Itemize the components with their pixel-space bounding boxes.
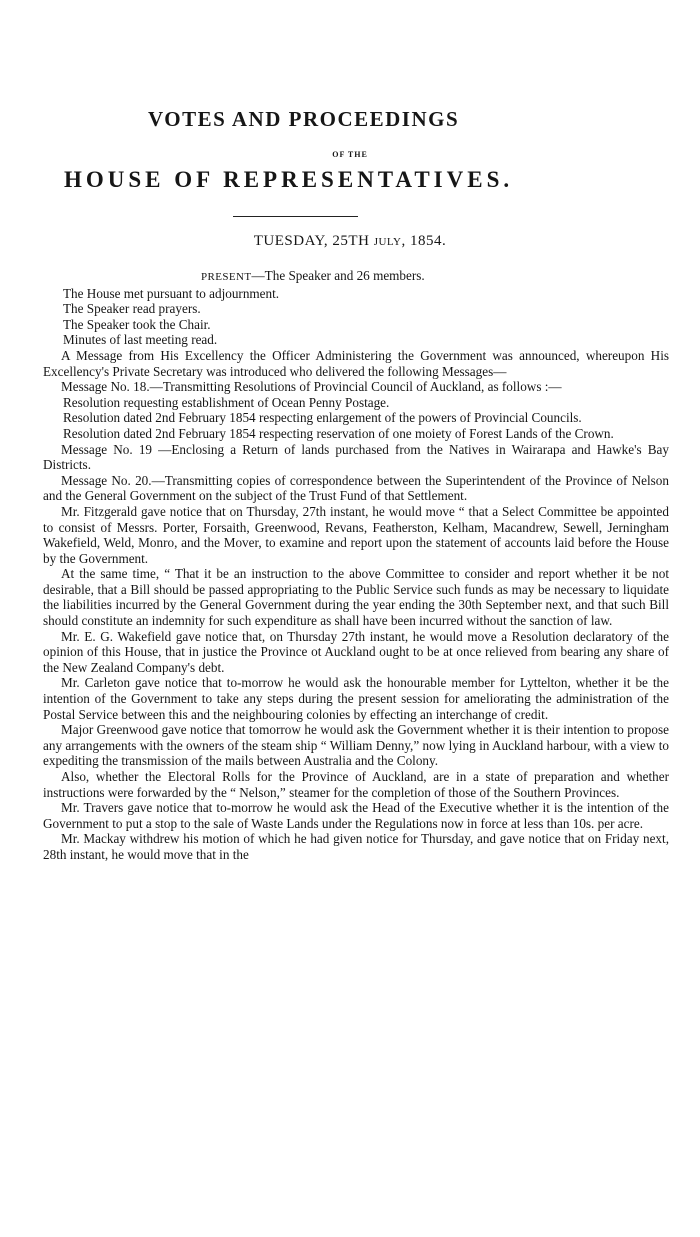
present-label: PRESENT: [201, 271, 252, 283]
paragraph-message-announced: A Message from His Excellency the Officer Administering the Government was announced, whereupon His Excellency's Private Secretary was introduced who delivered the following Messages—: [43, 347, 669, 379]
paragraph-electoral-rolls: Also, whether the Electoral Rolls for the Province of Auckland, are in a state of preparation and whether instructions were forwarded by the “ Nelson,” steamer for the completion of those of the Southern Provinces.: [43, 769, 669, 800]
paragraph-message-19: Message No. 19 —Enclosing a Return of lands purchased from the Natives in Wairarapa and Hawke's Bay Districts.: [43, 441, 669, 473]
paragraph-travers-notice: Mr. Travers gave notice that to-morrow he would ask the Head of the Executive whether it is the intention of the Government to put a stop to the sale of Waste Lands under the Regulations now in force at less than 10s. per acre.: [43, 800, 669, 831]
paragraph-committee-instruction: At the same time, “ That it be an instruction to the above Committee to consider and report whether it be not desirable, that a Bill should be passed appropriating to the Public Service such funds as may be necessary to liquidate the liabilities incurred by the General Government during the year ending the 30th September next, and that such Bill should constitute an indemnity for such expenditure as shall have been incurred without the sanction of law.: [43, 566, 669, 629]
paragraph-chair: The Speaker took the Chair.: [63, 316, 211, 332]
paragraph-adjournment: The House met pursuant to adjournment.: [63, 285, 280, 301]
meeting-date: [0, 233, 700, 250]
paragraph-message-18: Message No. 18.—Transmitting Resolutions of Provincial Council of Auckland, as follows :—: [61, 379, 562, 395]
paragraph-prayers: The Speaker read prayers.: [63, 301, 201, 317]
title-divider: [233, 216, 358, 217]
paragraph-fitzgerald-notice: Mr. Fitzgerald gave notice that on Thursday, 27th instant, he would move “ that a Select Committee be appointed to consist of Messrs. Porter, Forsaith, Greenwood, Revans, Featherston, Kelham, Macandrew, Sewell, Jerningham Wakefield, Weld, Monro, and the Mover, to examine and report upon the statement of accounts laid before the House by the Government.: [43, 503, 669, 566]
date-suffix: , 1854.: [401, 233, 447, 249]
paragraph-mackay-notice: Mr. Mackay withdrew his motion of which he had given notice for Thursday, and gave notice that on Friday next, 28th instant, he would move that in the: [43, 831, 669, 862]
paragraph-wakefield-notice: Mr. E. G. Wakefield gave notice that, on Thursday 27th instant, he would move a Resolution declaratory of the opinion of this House, that in justice the Province ot Auckland ought to be at once relieved from bearing any share of the New Zealand Company's debt.: [43, 628, 669, 675]
paragraph-resolution-forest: Resolution dated 2nd February 1854 respecting reservation of one moiety of Forest Lands of the Crown.: [63, 425, 614, 441]
date-month: JULY: [373, 236, 402, 248]
house-title: HOUSE OF REPRESENTATIVES.: [64, 167, 514, 192]
paragraph-message-20: Message No. 20.—Transmitting copies of correspondence between the Superintendent of the Province of Nelson and the General Government on the subject of the Trust Fund of that Settlement.: [43, 472, 669, 504]
paragraph-resolution-postage: Resolution requesting establishment of Ocean Penny Postage.: [63, 394, 390, 410]
paragraph-carleton-notice: Mr. Carleton gave notice that to-morrow he would ask the honourable member for Lyttelton, whether it be the intention of the Government to take any steps during the present session for ameliorating the administration of the Postal Service between this and the neighbouring colonies by effecting an interchange of credit.: [43, 675, 669, 722]
date-prefix: TUESDAY, 25TH: [253, 233, 374, 249]
paragraph-minutes: Minutes of last meeting read.: [63, 332, 218, 348]
paragraph-resolution-councils: Resolution dated 2nd February 1854 respecting enlargement of the powers of Provincial Councils.: [63, 410, 582, 426]
present-line: [43, 268, 669, 286]
of-the-caption: OF THE: [332, 150, 368, 159]
present-text: —The Speaker and 26 members.: [251, 268, 425, 283]
proceedings-body: [43, 268, 669, 863]
paragraph-greenwood-notice: Major Greenwood gave notice that tomorrow he would ask the Government whether it is their intention to propose any arrangements with the owners of the steam ship “ William Denny,” now lying in Auckland harbour, with a view to expediting the transmission of the mails between Australia and the Colony.: [43, 722, 669, 769]
document-title: VOTES AND PROCEEDINGS: [148, 107, 460, 131]
